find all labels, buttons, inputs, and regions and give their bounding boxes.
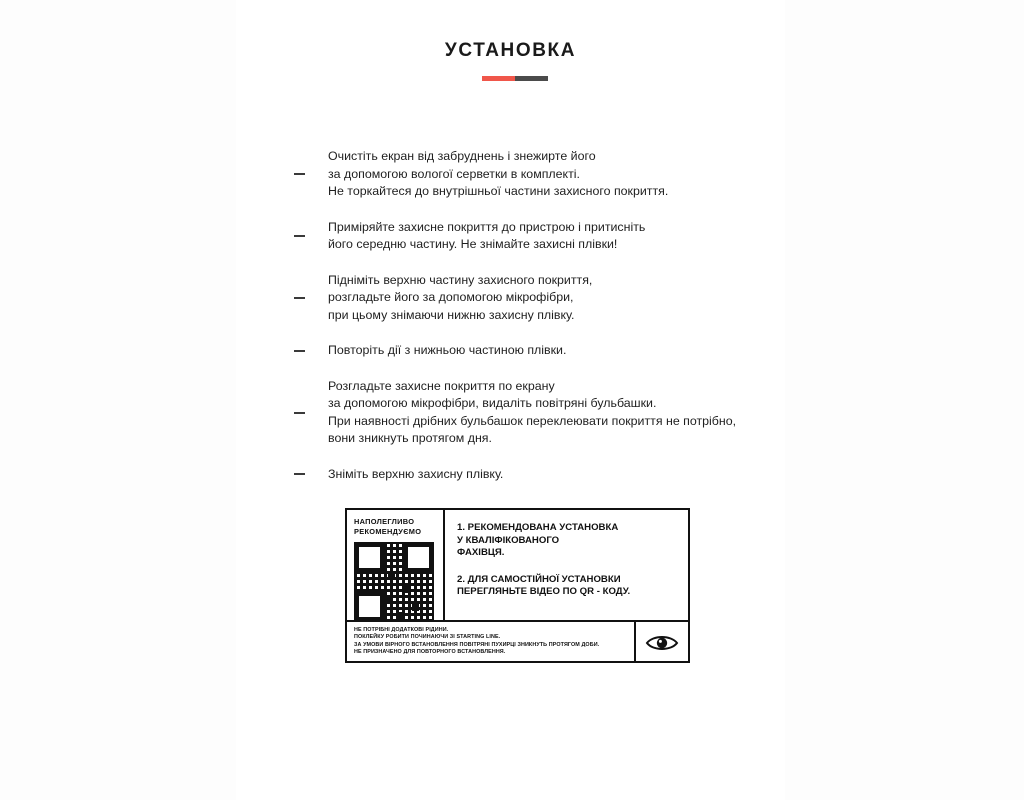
fineprint-line: ЗА УМОВИ ВІРНОГО ВСТАНОВЛЕННЯ ПОВІТРЯНІ ПУХИРЦІ ЗНИКНУТЬ ПРОТЯГОМ ДОБИ. bbox=[354, 641, 600, 648]
label-header-line1: НАПОЛЕГЛИВО bbox=[354, 517, 415, 526]
right-margin bbox=[785, 0, 1024, 800]
step-text bbox=[328, 148, 668, 201]
label-line: ФАХІВЦЯ. bbox=[457, 547, 505, 559]
label-top-section bbox=[347, 510, 688, 620]
step-line: Повторіть дії з нижньою частиною плівки. bbox=[328, 343, 567, 357]
step-line: за допомогою вологої серветки в комплекті. bbox=[328, 166, 580, 181]
recommendation-label bbox=[345, 508, 690, 663]
label-header-line2: РЕКОМЕНДУЄМО bbox=[354, 526, 422, 536]
step-text bbox=[328, 342, 566, 360]
step-line: Підніміть верхню частину захисного покриття, bbox=[328, 272, 593, 287]
dash-bullet-icon bbox=[294, 412, 305, 414]
label-bottom-section bbox=[347, 620, 688, 663]
page-title: УСТАНОВКА bbox=[444, 40, 577, 61]
eye-icon bbox=[634, 622, 688, 663]
step-line: за допомогою мікрофібри, видаліть повітряні бульбашки. bbox=[328, 396, 657, 410]
dash-bullet-icon bbox=[294, 297, 305, 299]
qr-code-icon bbox=[354, 542, 434, 622]
step-line: Не торкайтеся до внутрішньої частини захисного покриття. bbox=[328, 184, 669, 198]
list-item bbox=[294, 466, 774, 484]
step-text bbox=[328, 272, 592, 325]
dash-bullet-icon bbox=[294, 350, 305, 352]
step-text bbox=[328, 378, 736, 448]
dash-bullet-icon bbox=[294, 473, 305, 475]
step-line: вони зникнуть протягом дня. bbox=[328, 431, 492, 445]
label-line: ПЕРЕГЛЯНЬТЕ ВІДЕО ПО QR - КОДУ. bbox=[457, 586, 631, 598]
list-item bbox=[294, 219, 774, 254]
step-text bbox=[328, 219, 645, 254]
list-item bbox=[294, 342, 774, 360]
dash-bullet-icon bbox=[294, 173, 305, 175]
fineprint-line: НЕ ПРИЗНАЧЕНО ДЛЯ ПОВТОРНОГО ВСТАНОВЛЕННЯ. bbox=[354, 649, 506, 656]
step-line: при цьому знімаючи нижню захисну плівку. bbox=[328, 307, 575, 322]
instruction-sheet bbox=[236, 0, 785, 786]
divider-red-segment bbox=[482, 76, 515, 81]
step-line: При наявності дрібних бульбашок переклеювати покриття не потрібно, bbox=[328, 413, 737, 428]
step-line: Приміряйте захисне покриття до пристрою і притисніть bbox=[328, 219, 646, 234]
label-line: 1. РЕКОМЕНДОВАНА УСТАНОВКА bbox=[457, 522, 619, 533]
divider-dark-segment bbox=[515, 76, 548, 81]
step-line: Очистіть екран від забруднень і знежирте його bbox=[328, 149, 596, 163]
step-line: Розгладьте захисне покриття по екрану bbox=[328, 378, 555, 393]
list-item bbox=[294, 148, 774, 201]
step-text bbox=[328, 466, 503, 484]
title-divider bbox=[482, 76, 548, 81]
step-line: його середню частину. Не знімайте захисні плівки! bbox=[328, 237, 618, 251]
fineprint-line: ПОКЛЕЙКУ РОБИТИ ПОЧИНАЮЧИ ЗІ STARTING LINE. bbox=[354, 634, 501, 641]
label-fineprint bbox=[347, 622, 634, 663]
fineprint-line: НЕ ПОТРІБНІ ДОДАТКОВІ РІДИНИ. bbox=[354, 627, 449, 633]
dash-bullet-icon bbox=[294, 235, 305, 237]
label-line: У КВАЛІФІКОВАНОГО bbox=[457, 534, 560, 546]
label-block-1 bbox=[457, 522, 678, 560]
left-margin bbox=[0, 0, 236, 800]
list-item bbox=[294, 378, 774, 448]
label-qr-section bbox=[347, 510, 445, 620]
steps-list bbox=[294, 148, 774, 501]
label-block-2 bbox=[457, 574, 678, 599]
step-line: Зніміть верхню захисну плівку. bbox=[328, 466, 504, 481]
label-text-section bbox=[445, 510, 688, 620]
label-line: 2. ДЛЯ САМОСТІЙНОЇ УСТАНОВКИ bbox=[457, 573, 621, 585]
step-line: розгладьте його за допомогою мікрофібри, bbox=[328, 290, 574, 304]
list-item bbox=[294, 272, 774, 325]
